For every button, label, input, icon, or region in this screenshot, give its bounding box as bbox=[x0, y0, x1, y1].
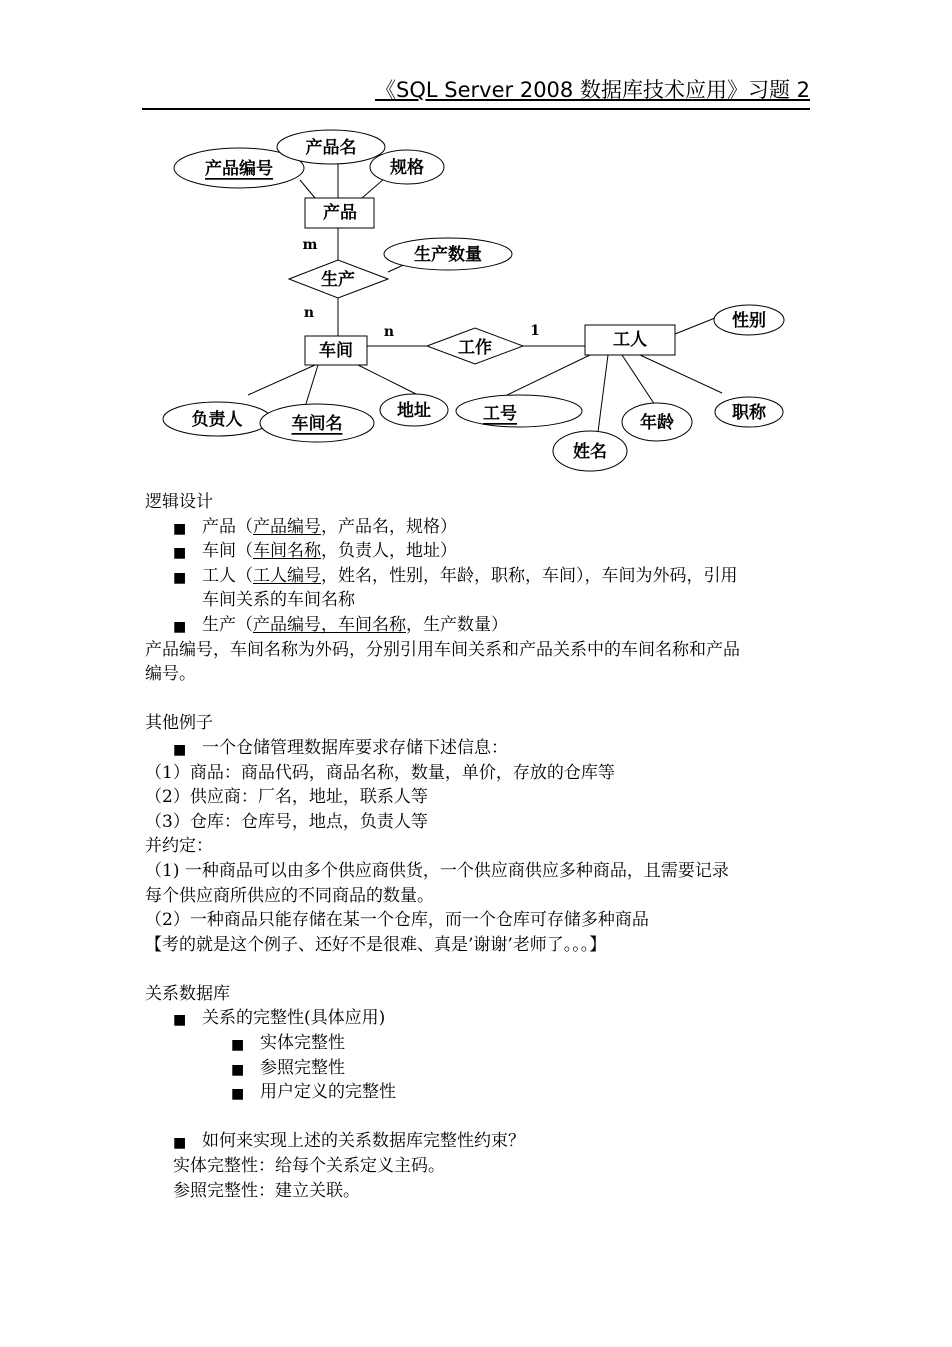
example-line: （1）商品：商品代码，商品名称，数量，单价，存放的仓库等 bbox=[145, 762, 615, 783]
relational-sub-item: ■ 参照完整性 bbox=[145, 1056, 815, 1081]
attr-worker-no-label: 工号 bbox=[483, 404, 517, 424]
relational-answer: 参照完整性：建立关联。 bbox=[173, 1180, 360, 1201]
attr-product-name-label: 产品名 bbox=[305, 138, 357, 158]
cardinality-n-produce: n bbox=[303, 305, 315, 321]
attr-quantity-label: 生产数量 bbox=[414, 245, 482, 265]
page-header bbox=[142, 70, 810, 110]
attr-title-label: 职称 bbox=[732, 403, 766, 423]
logic-note-line-1: 产品编号，车间名称为外码，分别引用车间关系和产品关系中的车间名称和产品 bbox=[145, 639, 740, 660]
logic-note-line-2: 编号。 bbox=[145, 664, 196, 685]
example-line: （2）供应商：厂名，地址，联系人等 bbox=[145, 787, 428, 808]
bullet-icon: ■ bbox=[173, 569, 187, 586]
relational-heading: 关系数据库 bbox=[145, 983, 230, 1004]
logic-item-worker-cont: 车间关系的车间名称 bbox=[202, 590, 355, 611]
bullet-icon: ■ bbox=[173, 520, 187, 537]
entity-workshop-label: 车间 bbox=[319, 341, 353, 361]
logic-heading: 逻辑设计 bbox=[145, 492, 213, 512]
logic-item-worker: ■ 工人（工人编号，姓名，性别，年龄，职称，车间），车间为外码，引用 bbox=[145, 564, 815, 589]
entity-worker-label: 工人 bbox=[613, 330, 647, 350]
logic-item-produce: ■ 生产（产品编号，车间名称，生产数量） bbox=[145, 613, 815, 638]
bullet-icon: ■ bbox=[173, 618, 187, 635]
cardinality-one: 1 bbox=[530, 323, 540, 339]
relational-sub-item: ■ 用户定义的完整性 bbox=[145, 1080, 815, 1105]
relationship-work-label: 工作 bbox=[458, 338, 492, 358]
document-body bbox=[145, 490, 815, 1203]
er-attributes bbox=[163, 130, 784, 471]
relational-answer: 实体完整性：给每个关系定义主码。 bbox=[173, 1156, 445, 1177]
cardinality-n-work: n bbox=[383, 324, 395, 340]
logic-item-workshop: ■ 车间（车间名称，负责人，地址） bbox=[145, 539, 815, 564]
attr-product-no-label: 产品编号 bbox=[205, 159, 273, 179]
bullet-icon: ■ bbox=[173, 545, 187, 562]
relational-sub-item: ■ 实体完整性 bbox=[145, 1031, 815, 1056]
example-line: 并约定： bbox=[145, 836, 213, 857]
bullet-icon: ■ bbox=[173, 1135, 187, 1152]
er-diagram bbox=[0, 120, 952, 480]
bullet-icon: ■ bbox=[173, 1012, 187, 1029]
entity-product-label: 产品 bbox=[323, 203, 357, 223]
attr-manager-label: 负责人 bbox=[191, 410, 243, 430]
bullet-icon: ■ bbox=[231, 1061, 245, 1078]
attr-name-label: 姓名 bbox=[573, 442, 607, 462]
attr-worker-no-ellipse bbox=[456, 395, 582, 427]
example-line: （3）仓库：仓库号，地点，负责人等 bbox=[145, 811, 428, 832]
example-line: （1) 一种商品可以由多个供应商供货，一个供应商供应多种商品，且需要记录 bbox=[145, 860, 729, 881]
example-bullet: ■ 一个仓储管理数据库要求存储下述信息： bbox=[145, 736, 815, 761]
bullet-icon: ■ bbox=[231, 1086, 245, 1103]
attr-age-label: 年龄 bbox=[640, 413, 674, 433]
logic-item-product: ■ 产品（产品编号，产品名，规格） bbox=[145, 515, 815, 540]
example-line: 【考的就是这个例子、还好不是很难、真是’谢谢’老师了。。。】 bbox=[145, 934, 607, 955]
cardinality-m: m bbox=[302, 237, 318, 253]
example-heading: 其他例子 bbox=[145, 713, 213, 734]
attr-address-label: 地址 bbox=[397, 401, 431, 421]
header-title: 《SQL Server 2008 数据库技术应用》习题 2 bbox=[375, 78, 810, 102]
bullet-icon: ■ bbox=[173, 741, 187, 758]
example-line: 每个供应商所供应的不同商品的数量。 bbox=[145, 885, 434, 906]
attr-gender-label: 性别 bbox=[732, 311, 766, 331]
example-line: （2）一种商品只能存储在某一个仓库，而一个仓库可存储多种商品 bbox=[145, 910, 649, 931]
bullet-icon: ■ bbox=[231, 1037, 245, 1054]
attr-workshop-name-label: 车间名 bbox=[291, 414, 343, 434]
relational-bullet: ■ 关系的完整性(具体应用) bbox=[145, 1006, 815, 1031]
attr-spec-label: 规格 bbox=[390, 158, 424, 178]
relationship-produce-label: 生产 bbox=[321, 270, 355, 290]
relational-question: ■ 如何来实现上述的关系数据库完整性约束？ bbox=[145, 1129, 815, 1154]
